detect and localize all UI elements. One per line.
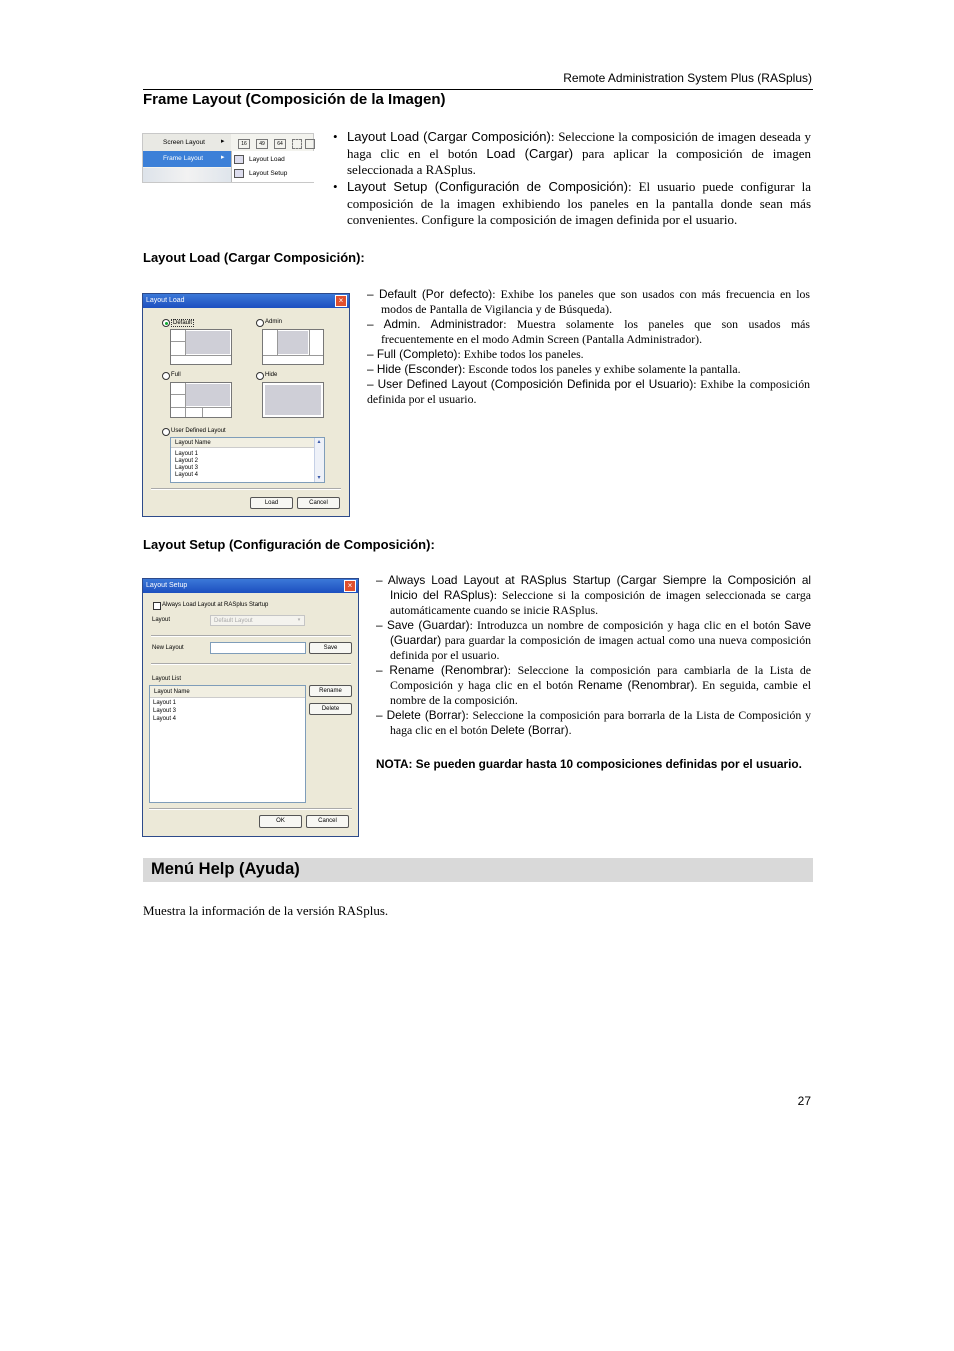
desc-default: – Default (Por defecto): Exhibe los paneles que son usados con más frecuencia en los modos de Pantalla de Vigilancia y de Búsqueda). (367, 287, 811, 316)
menu-item-layout-load[interactable]: Layout Load (249, 156, 285, 163)
radio-full-label: Full (171, 372, 181, 378)
menu-item-screen-layout[interactable]: Screen Layout (163, 139, 205, 146)
radio-hide[interactable] (256, 372, 264, 380)
dialog-title: Layout Load (143, 294, 349, 308)
full-preview (170, 382, 232, 418)
frame-icon[interactable] (305, 139, 315, 149)
admin-preview (262, 329, 324, 365)
page-number: 27 (797, 1094, 811, 1108)
load-descriptions (367, 287, 810, 407)
layout-list-label: Layout List (152, 676, 182, 682)
dialog-separator (151, 488, 341, 490)
always-load-label: Always Load Layout at RASplus Startup (162, 602, 269, 608)
close-icon[interactable]: × (344, 580, 356, 592)
scrollbar[interactable] (314, 438, 324, 482)
list-item[interactable]: Layout 2 (175, 458, 199, 464)
save-button[interactable]: Save (309, 642, 352, 654)
bullet-layout-load: • Layout Load (Cargar Composición): Seleccione la composición de imagen deseada y haga clic en el botón Load (Cargar) para aplicar la composición de imagen seleccionada a RASplus. (333, 129, 812, 178)
grid-49-icon[interactable]: 49 (256, 139, 268, 149)
dialog-separator (149, 808, 352, 810)
subheading-layout-setup: Layout Setup (Configuración de Composición): (143, 537, 435, 552)
bullet-icon: • (333, 179, 338, 194)
desc-full: – Full (Completo): Exhibe todos los paneles. (367, 347, 584, 361)
list-item[interactable]: Layout 1 (153, 700, 177, 706)
desc-user-defined: – User Defined Layout (Composición Definida por el Usuario): Exhibe la composición definida por el usuario. (367, 377, 811, 406)
header-rule (143, 89, 813, 90)
radio-full[interactable] (162, 372, 170, 380)
hide-preview (262, 382, 324, 418)
fullscreen-icon[interactable] (292, 139, 302, 149)
radio-default[interactable] (162, 319, 170, 327)
radio-admin-label: Admin (265, 319, 283, 325)
submenu-arrow-icon: ▸ (221, 154, 225, 161)
load-button[interactable]: Load (250, 497, 293, 509)
new-layout-label: New Layout (152, 645, 184, 651)
layout-list[interactable] (170, 437, 325, 483)
desc-hide: – Hide (Esconder): Esconde todos los paneles y exhibe solamente la pantalla. (367, 362, 741, 376)
section-heading-frame-layout: Frame Layout (Composición de la Imagen) (143, 91, 446, 108)
desc-rename: – Rename (Renombrar): Seleccione la composición para cambiarla de la Lista de Composición y haga clic en el botón Rename (Renombrar). En seguida, cambie el nombre de la composición. (376, 663, 811, 707)
submenu-arrow-icon: ▸ (221, 138, 225, 145)
setup-descriptions (376, 573, 811, 738)
list-item[interactable]: Layout 4 (175, 472, 199, 478)
bullet-icon: • (333, 129, 338, 144)
new-layout-input[interactable] (210, 642, 306, 654)
layout-setup-icon (234, 169, 244, 178)
layout-load-dialog (142, 293, 350, 517)
dialog-title: Layout Setup (143, 579, 358, 593)
subheading-layout-load: Layout Load (Cargar Composición): (143, 250, 365, 265)
grid-16-icon[interactable]: 16 (238, 139, 250, 149)
delete-button[interactable]: Delete (309, 703, 352, 715)
list-header: Layout Name (154, 689, 190, 695)
radio-default-label: Default (173, 320, 193, 326)
scroll-down-icon[interactable]: ▾ (317, 475, 321, 481)
note-text: NOTA: Se pueden guardar hasta 10 composiciones definidas por el usuario. (376, 757, 802, 771)
radio-user-defined[interactable] (162, 428, 170, 436)
list-item[interactable]: Layout 4 (153, 716, 177, 722)
always-load-checkbox[interactable] (153, 602, 161, 610)
layout-load-icon (234, 155, 244, 164)
radio-user-defined-label: User Defined Layout (171, 428, 226, 434)
chevron-down-icon[interactable]: ▾ (297, 617, 301, 623)
layout-list[interactable] (149, 685, 306, 803)
running-header: Remote Administration System Plus (RASplus) (563, 71, 812, 85)
desc-save: – Save (Guardar): Introduzca un nombre de composición y haga clic en el botón Save (Guardar) para guardar la composición de imagen actual como una nueva composición definida por el usuario. (376, 618, 812, 662)
scroll-up-icon[interactable]: ▴ (317, 439, 321, 445)
ok-button[interactable]: OK (259, 815, 302, 828)
close-icon[interactable]: × (335, 295, 347, 307)
radio-hide-label: Hide (265, 372, 278, 378)
list-header: Layout Name (175, 440, 211, 446)
desc-always-load: – Always Load Layout at RASplus Startup (Cargar Siempre la Composición al Inicio del RASplus): Seleccione si la composición de imagen seleccionada se carga automáticamente cuando se inicie RASplus. (376, 573, 811, 617)
help-text: Muestra la información de la versión RASplus. (143, 903, 389, 918)
cancel-button[interactable]: Cancel (306, 815, 349, 828)
list-item[interactable]: Layout 3 (175, 465, 199, 471)
layout-setup-dialog (142, 578, 359, 837)
menu-item-layout-setup[interactable]: Layout Setup (249, 170, 288, 177)
cancel-button[interactable]: Cancel (297, 497, 340, 509)
layout-select[interactable]: Default Layout ▾ (210, 615, 305, 626)
layout-label: Layout (152, 617, 171, 623)
list-item[interactable]: Layout 1 (175, 451, 199, 457)
help-heading: Menú Help (Ayuda) (151, 860, 300, 878)
desc-delete: – Delete (Borrar): Seleccione la composición para borrarla de la Lista de Composición y haga clic en el botón Delete (Borrar). (376, 708, 811, 737)
menu-item-frame-layout[interactable]: Frame Layout (163, 155, 204, 162)
rename-button[interactable]: Rename (309, 685, 352, 697)
dialog-separator (151, 663, 351, 665)
list-item[interactable]: Layout 3 (153, 708, 177, 714)
default-preview (170, 329, 232, 365)
menu-screenshot (142, 133, 314, 183)
desc-admin: – Admin. Administrador: Muestra solamente los paneles que son usados más frecuentemente en el modo Admin Screen (Pantalla Administrador). (367, 317, 810, 346)
grid-64-icon[interactable]: 64 (274, 139, 286, 149)
dialog-separator (151, 635, 351, 637)
bullet-layout-setup: • Layout Setup (Configuración de Composición): El usuario puede configurar la composición de la imagen exhibiendo los paneles en la pantalla donde sean más convenientes. Configure la composición de imagen definida por el usuario. (333, 179, 811, 228)
radio-admin[interactable] (256, 319, 264, 327)
